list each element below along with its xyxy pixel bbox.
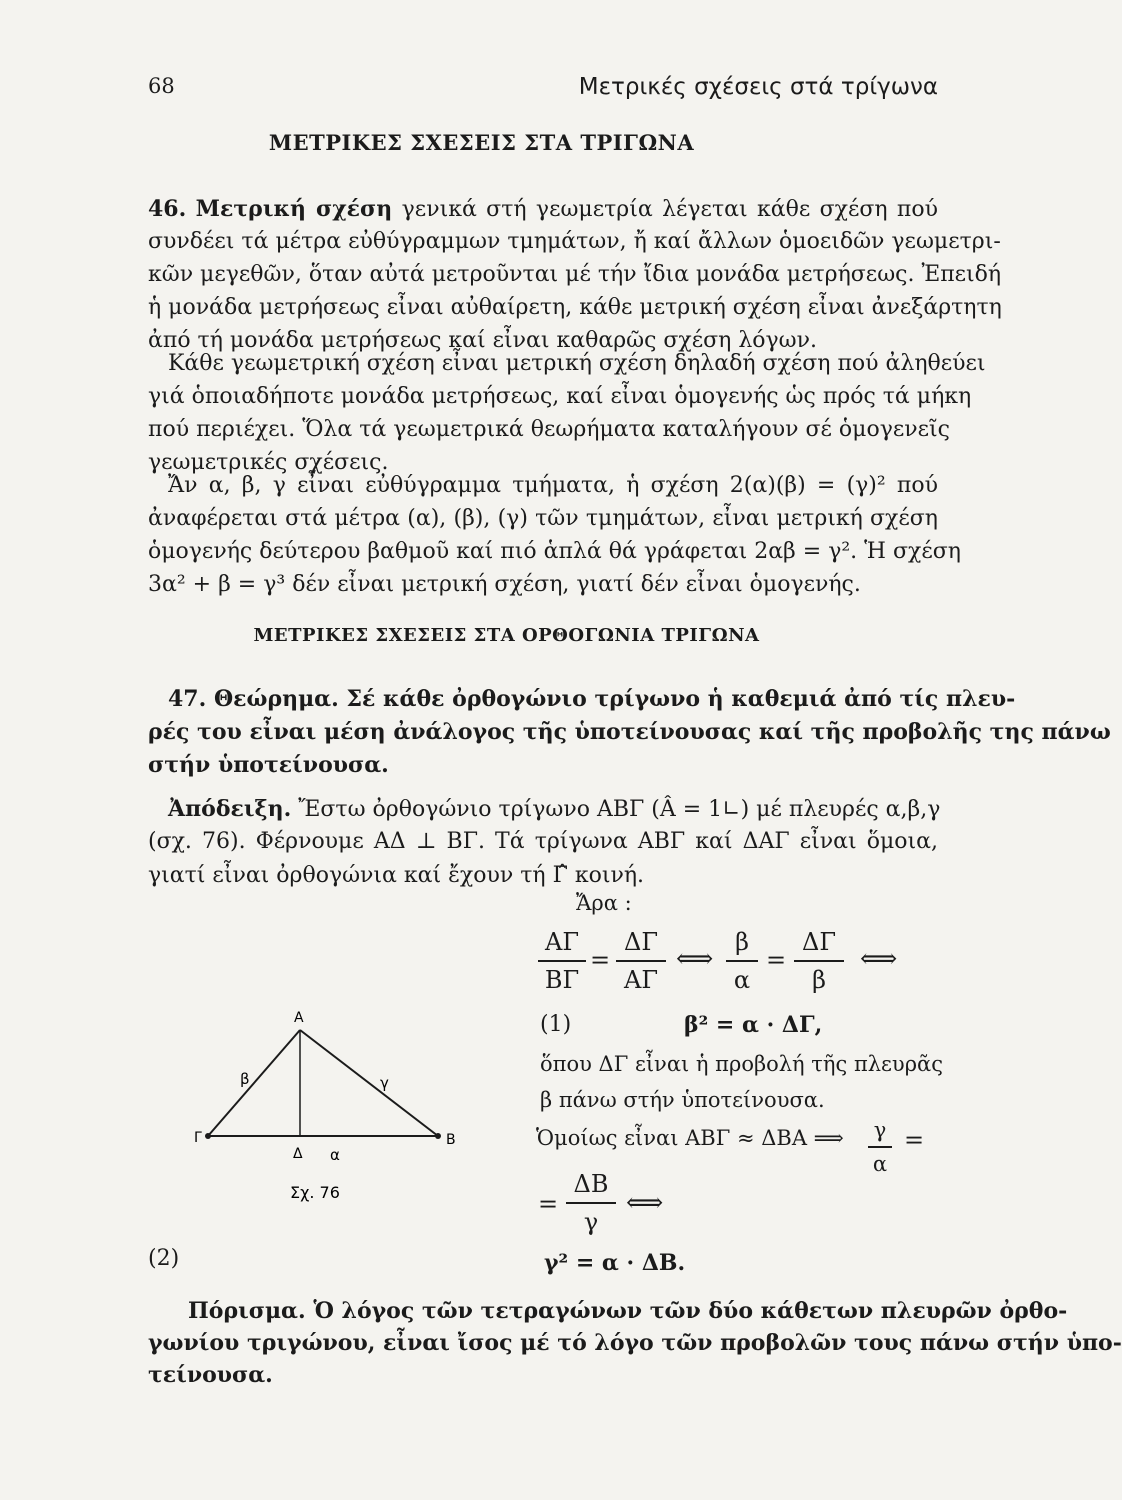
equals-sign: = <box>590 946 611 974</box>
p2-line-4: γεωμετρικές σχέσεις. <box>148 450 389 475</box>
eq2: γ² = α · ΔΒ. <box>544 1250 686 1276</box>
corollary-first-line-rest: Ὁ λόγος τῶν τετραγώνων τῶν δύο κάθετων πλευρῶν ὀρθο- <box>313 1298 1068 1324</box>
proof-line-2: (σχ. 76). Φέρνουμε ΑΔ ⊥ ΒΓ. Τά τρίγωνα ΑΒΓ καί ΔΑΓ εἶναι ὅμοια, <box>148 829 938 854</box>
fraction-bar <box>794 960 844 962</box>
corollary-line-2: γωνίου τριγώνου, εἶναι ἴσος μέ τό λόγο τῶν προβολῶν τους πάνω στήν ὑπο- <box>148 1330 1122 1356</box>
section-title-metric-relations: ΜΕΤΡΙΚΕΣ ΣΧΕΣΕΙΣ ΣΤΑ ΤΡΙΓΩΝΑ <box>268 130 695 155</box>
fraction-beta-over-alpha <box>726 928 758 994</box>
page-number: 68 <box>148 74 175 98</box>
p2-line-1: Κάθε γεωμετρική σχέση εἶναι μετρική σχέση δηλαδή σχέση πού ἀληθεύει <box>168 351 986 376</box>
fraction-numerator: ΔΒ <box>573 1170 609 1198</box>
section-title-right-triangles: ΜΕΤΡΙΚΕΣ ΣΧΕΣΕΙΣ ΣΤΑ ΟΡΘΟΓΩΝΙΑ ΤΡΙΓΩΝΑ <box>253 625 760 646</box>
p46-line-1 <box>148 196 938 223</box>
eq1-label: (1) <box>540 1012 572 1037</box>
equals-sign: = <box>538 1190 559 1218</box>
side-AG <box>208 1030 300 1136</box>
iff-arrow-icon: ⟺ <box>676 944 714 974</box>
figure-76 <box>180 1008 480 1208</box>
fraction-DG-over-AG <box>616 928 666 994</box>
proof-label: Ἀπόδειξη. <box>168 796 292 822</box>
ara-label: Ἄρα : <box>576 891 632 915</box>
vertex-G-dot <box>205 1133 211 1139</box>
theorem-line-3: στήν ὑποτείνουσα. <box>148 752 389 778</box>
theorem-number: 47. <box>168 686 207 712</box>
figure-caption: Σχ. 76 <box>290 1183 340 1202</box>
label-gamma: γ <box>380 1074 389 1092</box>
eq2-label: (2) <box>148 1246 180 1271</box>
theorem-first-line-rest: Σέ κάθε ὀρθογώνιο τρίγωνο ἡ καθεμιά ἀπό τίς πλευ- <box>346 686 1016 712</box>
eq1: β² = α · ΔΓ, <box>684 1012 823 1038</box>
fraction-numerator: ΔΓ <box>624 928 658 956</box>
p46-first-line-rest: γενικά στή γεωμετρία λέγεται κάθε σχέση πού <box>401 197 938 222</box>
fraction-bar <box>538 960 586 962</box>
theorem-label: Θεώρημα. <box>213 686 339 712</box>
running-title: Μετρικές σχέσεις στά τρίγωνα <box>578 74 938 100</box>
p3-line-3: ὁμογενής δεύτερου βαθμοῦ καί πιό ἁπλά θά γράφεται 2αβ = γ². Ἡ σχέση <box>148 539 961 564</box>
iff-arrow-icon: ⟺ <box>626 1188 664 1218</box>
fraction-bar <box>726 960 758 962</box>
p46-term: Μετρική σχέση <box>195 196 393 222</box>
fraction-numerator: β <box>735 928 749 956</box>
fraction-denominator: ΒΓ <box>544 966 580 994</box>
p46-line-2: συνδέει τά μέτρα εὐθύγραμμων τμημάτων, ἤ καί ἄλλων ὁμοειδῶν γεωμετρι- <box>148 229 1001 254</box>
fraction-denominator: ΑΓ <box>624 966 658 994</box>
label-beta: β <box>240 1070 250 1088</box>
proof-line-1 <box>168 796 941 823</box>
theorem-line-2: ρές του εἶναι μέση ἀνάλογος τῆς ὑποτείνουσας καί τῆς προβολῆς της πάνω <box>148 719 1111 745</box>
p2-line-3: πού περιέχει. Ὅλα τά γεωμετρικά θεωρήματα καταλήγουν σέ ὁμογενεῖς <box>148 417 950 442</box>
p46-line-5: ἀπό τή μονάδα μετρήσεως καί εἶναι καθαρῶς σχέση λόγων. <box>148 328 817 353</box>
p2-line-2: γιά ὁποιαδήποτε μονάδα μετρήσεως, καί εἶναι ὁμογενής ὡς πρός τά μήκη <box>148 384 972 409</box>
fraction-bar <box>566 1202 616 1204</box>
p3-line-2: ἀναφέρεται στά μέτρα (α), (β), (γ) τῶν τμημάτων, εἶναι μετρική σχέση <box>148 506 938 531</box>
p46-line-4: ἡ μονάδα μετρήσεως εἶναι αὐθαίρετη, κάθε μετρική σχέση εἶναι ἀνεξάρτητη <box>148 295 1002 320</box>
proof-line-3: γιατί εἶναι ὀρθογώνια καί ἔχουν τή Γ̂ κοινή. <box>148 863 645 888</box>
label-A: Α <box>294 1010 304 1026</box>
projection-note-1: ὅπου ΔΓ εἶναι ἡ προβολή τῆς πλευρᾶς <box>540 1052 943 1076</box>
fraction-DG-over-beta <box>794 928 844 994</box>
equals-sign: = <box>766 946 787 974</box>
p3-line-4: 3α² + β = γ³ δέν εἶναι μετρική σχέση, γιατί δέν εἶναι ὁμογενής. <box>148 572 861 597</box>
iff-arrow-icon: ⟺ <box>860 944 898 974</box>
label-G: Γ <box>194 1130 202 1146</box>
fraction-DB-over-gamma <box>566 1170 616 1236</box>
fraction-denominator: β <box>812 966 826 994</box>
fraction-numerator: γ <box>873 1118 887 1142</box>
vertex-B-dot <box>435 1133 441 1139</box>
p3-line-1: Ἄν α, β, γ εἶναι εὐθύγραμμα τμήματα, ἡ σχέση 2(α)(β) = (γ)² πού <box>168 473 938 498</box>
p46-line-3: κῶν μεγεθῶν, ὅταν αὐτά μετροῦνται μέ τήν ἴδια μονάδα μετρήσεως. Ἐπειδή <box>148 262 1002 287</box>
fraction-bar <box>616 960 666 962</box>
fraction-numerator: ΔΓ <box>802 928 836 956</box>
label-D: Δ <box>293 1146 303 1162</box>
corollary-line-3: τείνουσα. <box>148 1362 273 1388</box>
label-B: Β <box>446 1132 456 1148</box>
fraction-denominator: γ <box>583 1208 599 1236</box>
similar-triangles-text: Ὁμοίως εἶναι ΑΒΓ ≈ ΔΒΑ ⟹ <box>536 1126 844 1150</box>
fraction-bar <box>868 1146 892 1148</box>
fraction-numerator: ΑΓ <box>545 928 579 956</box>
fraction-AG-over-BG <box>538 928 586 994</box>
corollary-line-1 <box>188 1298 1068 1324</box>
fraction-denominator: α <box>733 966 751 994</box>
p46-number: 46. <box>148 196 187 222</box>
proof-first-line-rest: Ἔστω ὀρθογώνιο τρίγωνο ΑΒΓ (Â = 1∟) μέ πλευρές α,β,γ <box>298 797 941 822</box>
fraction-denominator: α <box>872 1152 888 1176</box>
projection-note-2: β πάνω στήν ὑποτείνουσα. <box>540 1088 825 1112</box>
label-alpha: α <box>330 1146 340 1164</box>
corollary-label: Πόρισμα. <box>188 1298 306 1324</box>
theorem-line-1 <box>168 686 1016 712</box>
equals-sign: = <box>904 1126 925 1154</box>
fraction-gamma-over-alpha <box>868 1118 892 1176</box>
side-AB <box>300 1030 438 1136</box>
